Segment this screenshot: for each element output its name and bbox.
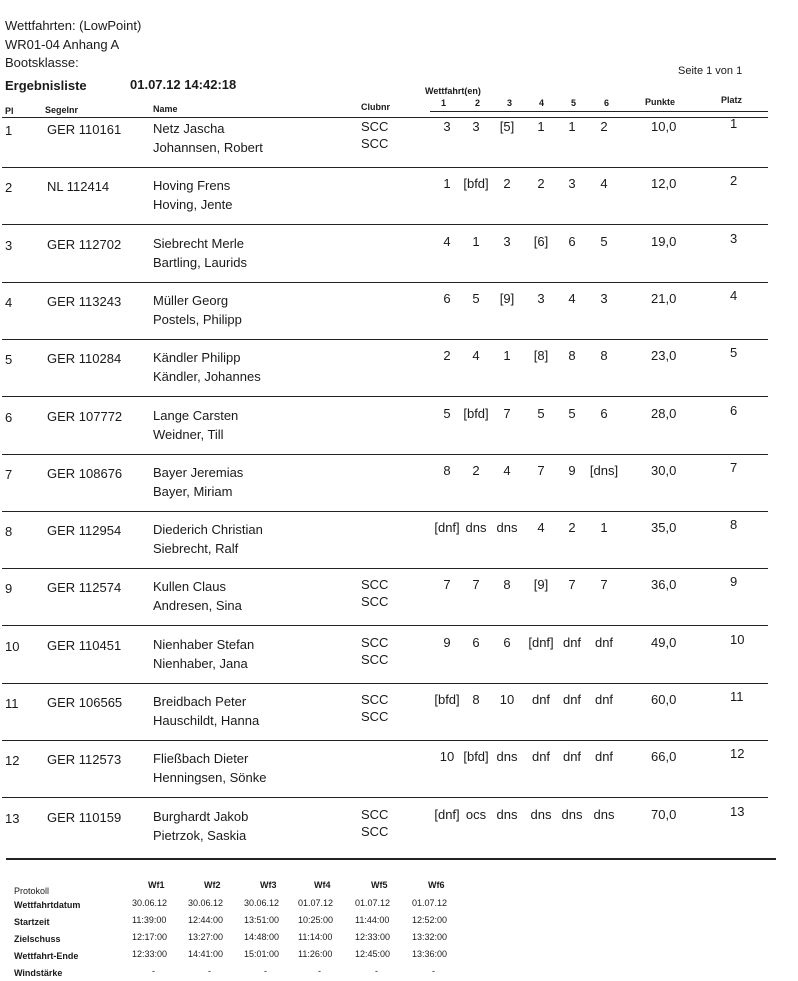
cell-race-1: 8 <box>443 463 451 478</box>
protokoll-value: 10:25:00 <box>298 915 334 925</box>
cell-segelnr: GER 107772 <box>47 409 123 424</box>
cell-race-2: 5 <box>472 291 480 306</box>
cell-pl: 4 <box>5 295 13 310</box>
cell-race-2: 6 <box>472 635 480 650</box>
row-separator <box>2 454 768 455</box>
cell-club-1: SCC <box>361 635 389 650</box>
cell-pl: 2 <box>5 180 13 195</box>
cell-race-1: 7 <box>443 577 451 592</box>
cell-race-3: dns <box>496 520 518 535</box>
cell-pl: 5 <box>5 352 13 367</box>
cell-segelnr: GER 113243 <box>47 294 122 309</box>
col-segelnr: Segelnr <box>45 105 79 115</box>
cell-punkte: 30,0 <box>651 463 677 478</box>
cell-name-2: Henningsen, Sönke <box>153 770 267 785</box>
protokoll-label: Zielschuss <box>14 934 61 944</box>
cell-platz: 3 <box>730 231 738 246</box>
cell-race-1: [dnf] <box>434 520 460 535</box>
protokoll-value: 13:27:00 <box>188 932 224 942</box>
row-separator <box>2 167 768 168</box>
cell-race-4: [6] <box>533 234 549 249</box>
cell-race-5: 5 <box>568 406 576 421</box>
protokoll-label: Startzeit <box>14 917 50 927</box>
cell-race-1: 5 <box>443 406 451 421</box>
cell-name-1: Siebrecht Merle <box>153 236 245 251</box>
protokoll-value: - <box>375 966 378 976</box>
table-row <box>0 116 798 173</box>
row-separator <box>2 740 768 741</box>
cell-race-6: dnf <box>594 635 614 650</box>
protokoll-value: - <box>152 966 155 976</box>
cell-race-3: [5] <box>499 119 515 134</box>
table-row <box>0 460 798 517</box>
cell-race-4: 3 <box>537 291 545 306</box>
row-separator <box>2 224 768 225</box>
table-row <box>0 345 798 402</box>
cell-race-6: dnf <box>594 749 614 764</box>
cell-race-4: 5 <box>537 406 545 421</box>
cell-punkte: 12,0 <box>651 176 677 191</box>
cell-name-2: Postels, Philipp <box>153 312 242 327</box>
protokoll-rule <box>6 858 776 860</box>
cell-platz: 7 <box>730 460 738 475</box>
protokoll-value: 14:41:00 <box>188 949 224 959</box>
cell-platz: 13 <box>730 804 745 819</box>
cell-name-1: Breidbach Peter <box>153 694 247 709</box>
cell-race-1: [bfd] <box>434 692 460 707</box>
cell-race-3: 2 <box>503 176 511 191</box>
protokoll-title: Protokoll <box>14 886 50 896</box>
cell-race-4: dnf <box>531 749 551 764</box>
cell-name-2: Andresen, Sina <box>153 598 242 613</box>
cell-punkte: 28,0 <box>651 406 677 421</box>
cell-club-2: SCC <box>361 136 389 151</box>
table-row <box>0 804 798 861</box>
col-race-6: 6 <box>604 98 610 108</box>
cell-name-1: Netz Jascha <box>153 121 225 136</box>
protokoll-col-5: Wf5 <box>371 880 388 890</box>
cell-pl: 3 <box>5 238 13 253</box>
cell-name-1: Bayer Jeremias <box>153 465 244 480</box>
cell-race-4: dns <box>530 807 552 822</box>
cell-pl: 10 <box>5 639 20 654</box>
row-separator <box>2 339 768 340</box>
col-clubnr: Clubnr <box>361 102 390 112</box>
cell-race-1: 2 <box>443 348 451 363</box>
cell-race-3: 3 <box>503 234 511 249</box>
cell-race-4: 4 <box>537 520 545 535</box>
cell-race-4: 7 <box>537 463 545 478</box>
cell-race-3: 7 <box>503 406 511 421</box>
cell-pl: 12 <box>5 753 20 768</box>
cell-race-2: 1 <box>472 234 480 249</box>
cell-race-6: dnf <box>594 692 614 707</box>
protokoll-value: 30.06.12 <box>244 898 280 908</box>
cell-race-2: dns <box>465 520 487 535</box>
cell-race-1: 4 <box>443 234 451 249</box>
cell-race-4: [dnf] <box>528 635 554 650</box>
cell-pl: 8 <box>5 524 13 539</box>
cell-segelnr: GER 110159 <box>47 810 122 825</box>
cell-punkte: 35,0 <box>651 520 677 535</box>
cell-name-2: Hoving, Jente <box>153 197 233 212</box>
protokoll-col-3: Wf3 <box>260 880 277 890</box>
cell-pl: 11 <box>5 696 19 711</box>
cell-segelnr: GER 110284 <box>47 351 122 366</box>
row-separator <box>2 511 768 512</box>
table-row <box>0 746 798 803</box>
col-race-5: 5 <box>571 98 577 108</box>
cell-race-5: dnf <box>562 635 582 650</box>
list-title: Ergebnisliste <box>5 78 87 93</box>
cell-race-3: 10 <box>499 692 515 707</box>
cell-name-2: Johannsen, Robert <box>153 140 263 155</box>
col-punkte: Punkte <box>645 97 676 107</box>
col-race-4: 4 <box>539 98 545 108</box>
cell-club-1: SCC <box>361 692 389 707</box>
row-separator <box>2 282 768 283</box>
cell-race-6: 4 <box>600 176 608 191</box>
protokoll-value: 01.07.12 <box>412 898 448 908</box>
cell-race-4: 2 <box>537 176 545 191</box>
protokoll-value: 11:44:00 <box>355 915 390 925</box>
cell-punkte: 70,0 <box>651 807 677 822</box>
cell-punkte: 21,0 <box>651 291 677 306</box>
row-separator <box>2 625 768 626</box>
protokoll-col-2: Wf2 <box>204 880 221 890</box>
table-row <box>0 632 798 689</box>
cell-name-1: Diederich Christian <box>153 522 263 537</box>
header-rule-races <box>430 111 768 112</box>
cell-race-3: 1 <box>503 348 511 363</box>
protokoll-value: 12:33:00 <box>355 932 391 942</box>
row-separator <box>2 683 768 684</box>
table-row <box>0 173 798 230</box>
protokoll-label: Wettfahrt-Ende <box>14 951 79 961</box>
header-rule <box>2 117 768 118</box>
protokoll-value: 30.06.12 <box>132 898 168 908</box>
cell-race-6: 6 <box>600 406 608 421</box>
cell-race-2: [bfd] <box>463 406 489 421</box>
header-line-2: WR01-04 Anhang A <box>5 37 120 52</box>
protokoll-value: 13:32:00 <box>412 932 448 942</box>
col-race-2: 2 <box>475 98 481 108</box>
cell-race-3: dns <box>496 749 518 764</box>
cell-pl: 9 <box>5 581 13 596</box>
table-row <box>0 517 798 574</box>
cell-race-5: 6 <box>568 234 576 249</box>
header-line-3: Bootsklasse: <box>5 55 79 70</box>
cell-club-1: SCC <box>361 577 389 592</box>
cell-race-5: 3 <box>568 176 576 191</box>
cell-punkte: 19,0 <box>651 234 677 249</box>
protokoll-value: 01.07.12 <box>355 898 391 908</box>
cell-name-1: Fließbach Dieter <box>153 751 249 766</box>
cell-race-4: [9] <box>533 577 549 592</box>
cell-race-3: 8 <box>503 577 511 592</box>
cell-punkte: 36,0 <box>651 577 677 592</box>
cell-race-1: 10 <box>439 749 455 764</box>
cell-club-1: SCC <box>361 119 389 134</box>
cell-race-5: 8 <box>568 348 576 363</box>
cell-race-4: [8] <box>533 348 549 363</box>
row-separator <box>2 396 768 397</box>
cell-race-1: 6 <box>443 291 451 306</box>
protokoll-value: - <box>318 966 321 976</box>
cell-name-2: Nienhaber, Jana <box>153 656 248 671</box>
cell-race-5: dnf <box>562 692 582 707</box>
cell-race-5: dns <box>561 807 583 822</box>
cell-race-4: dnf <box>531 692 551 707</box>
row-separator <box>2 568 768 569</box>
cell-pl: 7 <box>5 467 13 482</box>
protokoll-col-1: Wf1 <box>148 880 165 890</box>
protokoll-value: 11:39:00 <box>132 915 167 925</box>
cell-platz: 11 <box>730 689 744 704</box>
cell-platz: 9 <box>730 574 738 589</box>
cell-race-3: [9] <box>499 291 515 306</box>
cell-race-1: [dnf] <box>434 807 460 822</box>
cell-race-5: dnf <box>562 749 582 764</box>
cell-race-2: 7 <box>472 577 480 592</box>
col-wettfahrten: Wettfahrt(en) <box>425 86 481 96</box>
cell-race-5: 4 <box>568 291 576 306</box>
list-datetime: 01.07.12 14:42:18 <box>130 77 237 92</box>
cell-name-2: Hauschildt, Hanna <box>153 713 260 728</box>
cell-name-1: Müller Georg <box>153 293 229 308</box>
cell-segelnr: GER 112573 <box>47 752 122 767</box>
table-row <box>0 403 798 460</box>
table-row <box>0 231 798 288</box>
cell-race-3: 6 <box>503 635 511 650</box>
protokoll-value: 13:51:00 <box>244 915 280 925</box>
cell-race-5: 2 <box>568 520 576 535</box>
cell-pl: 1 <box>5 123 13 138</box>
cell-club-2: SCC <box>361 594 389 609</box>
cell-race-2: 3 <box>472 119 480 134</box>
cell-club-2: SCC <box>361 824 389 839</box>
cell-punkte: 49,0 <box>651 635 677 650</box>
protokoll-value: 13:36:00 <box>412 949 448 959</box>
cell-race-6: dns <box>593 807 615 822</box>
cell-platz: 2 <box>730 173 738 188</box>
protokoll-value: 11:14:00 <box>298 932 333 942</box>
cell-segelnr: GER 110451 <box>47 638 122 653</box>
protokoll-label: Wettfahrtdatum <box>14 900 81 910</box>
cell-race-6: 3 <box>600 291 608 306</box>
cell-name-2: Siebrecht, Ralf <box>153 541 239 556</box>
cell-platz: 1 <box>730 116 738 131</box>
cell-punkte: 10,0 <box>651 119 677 134</box>
cell-pl: 13 <box>5 811 20 826</box>
cell-race-2: 2 <box>472 463 480 478</box>
cell-name-2: Bayer, Miriam <box>153 484 233 499</box>
cell-race-4: 1 <box>537 119 545 134</box>
cell-punkte: 66,0 <box>651 749 677 764</box>
protokoll-value: 11:26:00 <box>298 949 333 959</box>
cell-race-5: 1 <box>568 119 576 134</box>
cell-name-2: Kändler, Johannes <box>153 369 261 384</box>
col-race-3: 3 <box>507 98 513 108</box>
protokoll-value: 15:01:00 <box>244 949 280 959</box>
protokoll-value: 14:48:00 <box>244 932 280 942</box>
cell-race-6: 8 <box>600 348 608 363</box>
cell-race-6: 2 <box>600 119 608 134</box>
table-row <box>0 574 798 631</box>
cell-race-3: 4 <box>503 463 511 478</box>
protokoll-col-6: Wf6 <box>428 880 445 890</box>
cell-race-6: 7 <box>600 577 608 592</box>
table-row <box>0 689 798 746</box>
cell-race-5: 9 <box>568 463 576 478</box>
cell-platz: 4 <box>730 288 738 303</box>
cell-name-1: Lange Carsten <box>153 408 239 423</box>
cell-segelnr: GER 112574 <box>47 580 122 595</box>
cell-segelnr: NL 112414 <box>47 179 110 194</box>
protokoll-value: - <box>208 966 211 976</box>
cell-race-6: 5 <box>600 234 608 249</box>
col-race-1: 1 <box>441 98 447 108</box>
cell-club-2: SCC <box>361 709 389 724</box>
protokoll-value: 12:44:00 <box>188 915 224 925</box>
col-name: Name <box>153 104 178 114</box>
cell-race-2: ocs <box>465 807 487 822</box>
col-pl: Pl <box>5 106 14 116</box>
cell-name-1: Kändler Philipp <box>153 350 241 365</box>
protokoll-col-4: Wf4 <box>314 880 331 890</box>
cell-platz: 10 <box>730 632 745 647</box>
protokoll-value: 12:45:00 <box>355 949 391 959</box>
cell-race-6: [dns] <box>589 463 619 478</box>
cell-segelnr: GER 106565 <box>47 695 123 710</box>
cell-club-1: SCC <box>361 807 389 822</box>
cell-race-2: 8 <box>472 692 480 707</box>
cell-club-2: SCC <box>361 652 389 667</box>
cell-name-1: Burghardt Jakob <box>153 809 249 824</box>
protokoll-value: 12:33:00 <box>132 949 168 959</box>
page-indicator: Seite 1 von 1 <box>678 65 743 77</box>
cell-segelnr: GER 110161 <box>47 122 122 137</box>
col-platz: Platz <box>721 95 743 105</box>
cell-name-1: Hoving Frens <box>153 178 231 193</box>
cell-race-1: 9 <box>443 635 451 650</box>
cell-platz: 12 <box>730 746 745 761</box>
protokoll-value: - <box>264 966 267 976</box>
cell-punkte: 60,0 <box>651 692 677 707</box>
cell-race-1: 1 <box>443 176 451 191</box>
protokoll-value: 12:52:00 <box>412 915 448 925</box>
row-separator <box>2 797 768 798</box>
cell-name-1: Kullen Claus <box>153 579 226 594</box>
table-row <box>0 288 798 345</box>
cell-race-2: [bfd] <box>463 749 489 764</box>
cell-name-2: Bartling, Laurids <box>153 255 247 270</box>
protokoll-value: 30.06.12 <box>188 898 224 908</box>
protokoll-value: 01.07.12 <box>298 898 334 908</box>
cell-segelnr: GER 108676 <box>47 466 123 481</box>
cell-name-2: Pietrzok, Saskia <box>153 828 247 843</box>
cell-race-5: 7 <box>568 577 576 592</box>
cell-pl: 6 <box>5 410 13 425</box>
header-line-1: Wettfahrten: (LowPoint) <box>5 18 142 33</box>
cell-race-3: dns <box>496 807 518 822</box>
cell-platz: 8 <box>730 517 738 532</box>
cell-name-1: Nienhaber Stefan <box>153 637 255 652</box>
protokoll-value: - <box>432 966 435 976</box>
cell-race-6: 1 <box>600 520 608 535</box>
protokoll-value: 12:17:00 <box>132 932 168 942</box>
cell-race-1: 3 <box>443 119 451 134</box>
cell-punkte: 23,0 <box>651 348 677 363</box>
cell-race-2: [bfd] <box>463 176 489 191</box>
cell-name-2: Weidner, Till <box>153 427 224 442</box>
protokoll-label: Windstärke <box>14 968 63 978</box>
cell-segelnr: GER 112702 <box>47 237 122 252</box>
cell-platz: 6 <box>730 403 738 418</box>
cell-platz: 5 <box>730 345 738 360</box>
cell-segelnr: GER 112954 <box>47 523 122 538</box>
cell-race-2: 4 <box>472 348 480 363</box>
